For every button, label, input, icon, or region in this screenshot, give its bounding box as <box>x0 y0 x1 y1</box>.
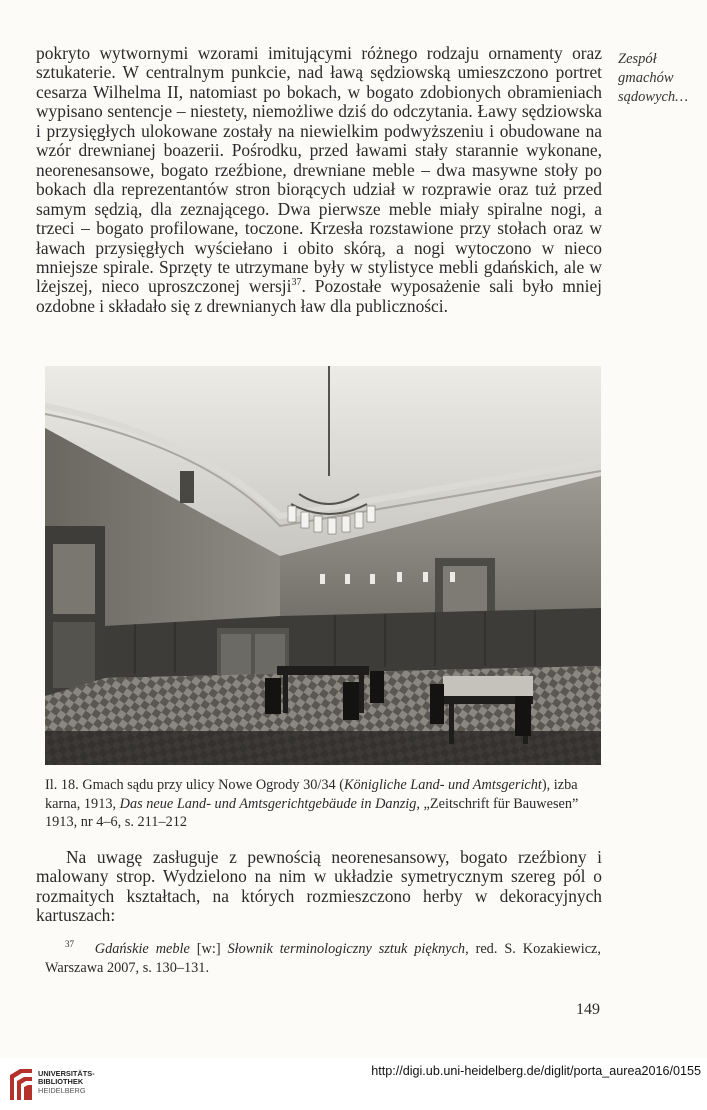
paragraph-1 <box>36 44 602 316</box>
footnote-reference[interactable]: 37 <box>291 277 302 289</box>
library-name-line-2: BIBLIOTHEK <box>38 1077 84 1087</box>
figure-caption <box>45 776 601 832</box>
front-railing <box>45 731 601 765</box>
caption-part-2: ), izba karna, 1913, <box>45 777 578 812</box>
caption-part-3: , „Zeitschrift für Bauwesen” 1913, nr 4–6, s. 211–212 <box>45 795 579 831</box>
margin-note-line-1: Zespół <box>618 51 657 67</box>
source-url-link[interactable]: http://digi.ub.uni-heidelberg.de/diglit/porta_aurea2016/0155 <box>371 1064 701 1078</box>
caption-source-title: Das neue Land- und Amtsgerichtgebäude in Danzig <box>119 795 417 812</box>
footnote-title: Gdańskie meble <box>94 941 190 957</box>
footnote-part-1: [w:] <box>189 941 228 957</box>
figure-caption-text <box>45 776 601 832</box>
courtroom-photograph <box>45 366 601 765</box>
courtroom-photo-image <box>45 366 601 765</box>
margin-note <box>618 50 703 107</box>
paragraph-2 <box>36 848 602 926</box>
footnote-number: 37 <box>65 939 74 950</box>
library-name[interactable] <box>38 1070 95 1095</box>
paragraph-1-end: . Pozostałe wyposażenie sali było mniej ozdobne i składało się z drewnianych ław dla publiczności. <box>36 276 602 316</box>
margin-note-line-2: gmachów <box>618 70 674 86</box>
library-logo-icon[interactable] <box>8 1067 34 1101</box>
margin-note-line-3: sądowych… <box>618 89 689 105</box>
page-number: 149 <box>576 1001 600 1018</box>
caption-title-german: Königliche Land- und Amtsgericht <box>343 777 542 793</box>
footnote <box>45 940 601 978</box>
paragraph-1-text <box>36 44 602 316</box>
library-name-line-1: UNIVERSITÄTS- <box>38 1069 95 1078</box>
footnote-dictionary-title: Słownik terminologiczny sztuk pięknych <box>227 941 466 957</box>
paragraph-2-text: Na uwagę zasługuje z pewnością neorenesansowy, bogato rzeźbiony i malowany strop. Wydzielono na nim w układzie symetrycznym szereg pól o rozmaitych kształtach, na których rozmieszczono herby w dekoracyjnych kartuszach: <box>36 847 602 926</box>
paragraph-1-main: pokryto wytwornymi wzorami imitującymi różnego rodzaju ornamenty oraz sztukaterie. W centralnym punkcie, nad ławą sędziowską umieszczono portret cesarza Wilhelma II, natomiast po bokach, w bogato zdobionych obramieniach wypisano sentencje – niestety, niemożliwe dziś do odczytania. Ławy sędziowska i przysięgłych ulokowane zostały na niewielkim podwyższeniu i obudowane na wzór drewnianej boazerii. Pośrodku, przed ławami stały starannie wykonane, neorenesansowe, bogato rzeźbione, drewniane meble – dwa masywne stoły po bokach dla reprezentantów stron biorących udział w rozprawie oraz tuż przed samym sędzią, dla zeznającego. Dwa pierwsze meble miały spiralne nogi, a trzeci – bogato profilowane, toczone. Krzesła rozstawione przy stołach oraz w ławach przysięgłych wyściełano i obito skórą, a nogi wytoczono w nieco mniejsze spirale. Sprzęty te utrzymane były w stylistyce mebli gdańskich, ale w lżejszej, nieco uproszczonej wersji <box>36 43 602 297</box>
wall-vent <box>180 471 194 503</box>
footnote-text <box>45 940 601 978</box>
caption-part-1: Il. 18. Gmach sądu przy ulicy Nowe Ogrody 30/34 ( <box>45 777 344 793</box>
library-name-line-3: HEIDELBERG <box>38 1085 86 1095</box>
footnote-part-2: , red. S. Kozakiewicz, Warszawa 2007, s. 130–131. <box>45 941 601 976</box>
